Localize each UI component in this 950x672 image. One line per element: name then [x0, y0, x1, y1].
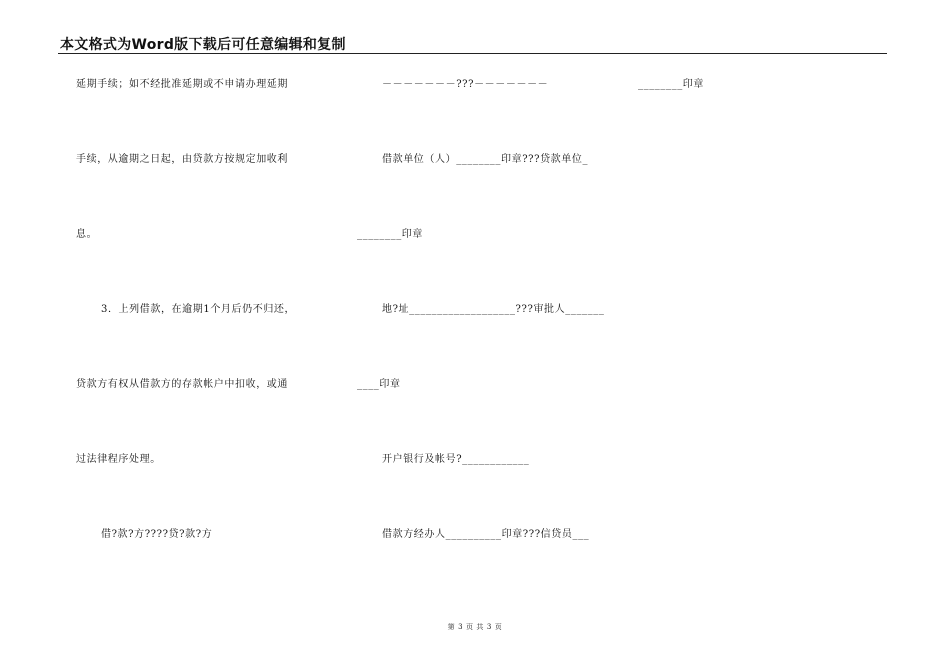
page-footer: 第 3 页 共 3 页: [447, 623, 503, 631]
right-seal-2: ________印章: [357, 229, 423, 240]
left-line-1: 延期手续；如不经批准延期或不申请办理延期: [76, 79, 288, 90]
left-line-7: 借?款?方????贷?款?方: [101, 529, 213, 540]
right-dash-line: －－－－－－－???－－－－－－－: [382, 79, 549, 90]
right-handler-line: 借款方经办人__________印章???信贷员___: [382, 529, 590, 540]
left-line-4: 3．上列借款，在逾期1个月后仍不归还，: [101, 304, 296, 315]
left-line-6: 过法律程序处理。: [76, 454, 161, 465]
left-line-2: 手续，从逾期之日起，由贷款方按规定加收利: [76, 154, 288, 165]
left-line-3: 息。: [76, 229, 98, 240]
right-seal-1: ________印章: [638, 79, 704, 90]
header-divider: [58, 53, 887, 54]
left-line-5: 贷款方有权从借款方的存款帐户中扣收，或通: [76, 379, 288, 390]
right-seal-3: ____印章: [357, 379, 401, 390]
right-borrower-line: 借款单位（人）________印章???贷款单位_: [382, 154, 589, 165]
right-bank-account-line: 开户银行及帐号?____________: [382, 454, 530, 465]
page-header-title: 本文格式为Word版下载后可任意编辑和复制: [60, 37, 346, 53]
right-address-line: 地?址___________________???审批人_______: [382, 304, 605, 315]
